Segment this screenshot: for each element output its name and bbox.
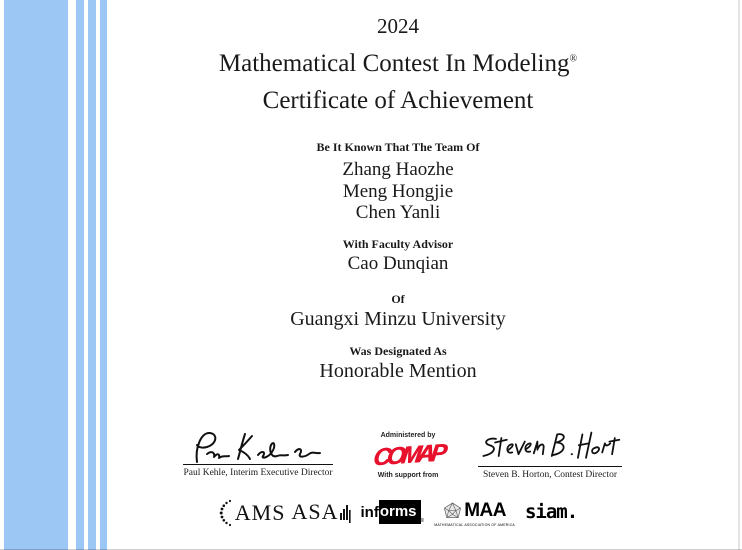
administered-by-label: Administered by [380,432,436,439]
informs-boxed-text: orms [379,500,421,524]
maa-polyhedron-icon [443,502,462,521]
team-members-list [110,159,686,224]
award-designation: Honorable Mention [319,360,477,382]
of-label: Of [391,292,405,306]
page-right-edge-line [738,0,740,550]
maa-label: MAA [464,500,506,521]
signature-line [478,466,622,467]
sponsor-logos-row [110,499,686,527]
informs-prefix-text: inf [360,503,379,521]
contest-year: 2024 [377,14,419,38]
registered-trademark-icon: ® [569,53,578,65]
maa-logo [434,500,515,527]
maa-logo-top [443,500,506,522]
ams-logo [219,499,286,527]
institution-name: Guangxi Minzu University [290,308,506,330]
asa-label: ASA [291,499,339,524]
left-blue-stripe [76,0,84,550]
advisor-name: Cao Dunqian [347,253,449,274]
siam-logo [525,501,577,523]
informs-registered-mark-icon: ® [420,518,425,524]
signature-line [183,464,333,465]
with-support-from-label: With support from [377,472,439,479]
ams-label: AMS [234,500,286,525]
siam-label: siam. [524,501,578,523]
designation-intro-line: Was Designated As [349,344,447,358]
ams-arc-icon [219,499,233,527]
contest-title [110,50,686,78]
contest-title-text: Mathematical Contest In Modeling [218,50,570,77]
left-blue-band [4,0,68,550]
contest-director-signature-block [478,428,622,480]
advisor-intro-line: With Faculty Advisor [342,237,454,251]
contest-director-caption: Steven B. Horton, Contest Director [482,470,618,480]
comap-logo: COMAP [371,439,445,472]
executive-director-caption: Paul Kehle, Interim Executive Director [183,468,333,478]
executive-director-signature-block [183,428,333,478]
left-blue-stripe [88,0,96,550]
left-blue-stripe [100,0,107,550]
certificate-subtitle: Certificate of Achievement [262,87,534,114]
informs-logo [361,500,425,524]
asa-logo [291,499,350,525]
team-intro-line: Be It Known That The Team Of [316,140,480,154]
team-member-name: Zhang Haozhe [342,159,454,180]
team-member-name: Meng Hongjie [342,180,454,202]
team-member-name: Chen Yanli [355,202,441,223]
maa-subtext: MATHEMATICAL ASSOCIATION OF AMERICA [434,522,515,527]
paul-kehle-signature-icon [183,428,333,464]
asa-bars-icon [340,501,351,523]
steven-horton-signature-icon [478,428,622,466]
comap-block [358,432,458,479]
